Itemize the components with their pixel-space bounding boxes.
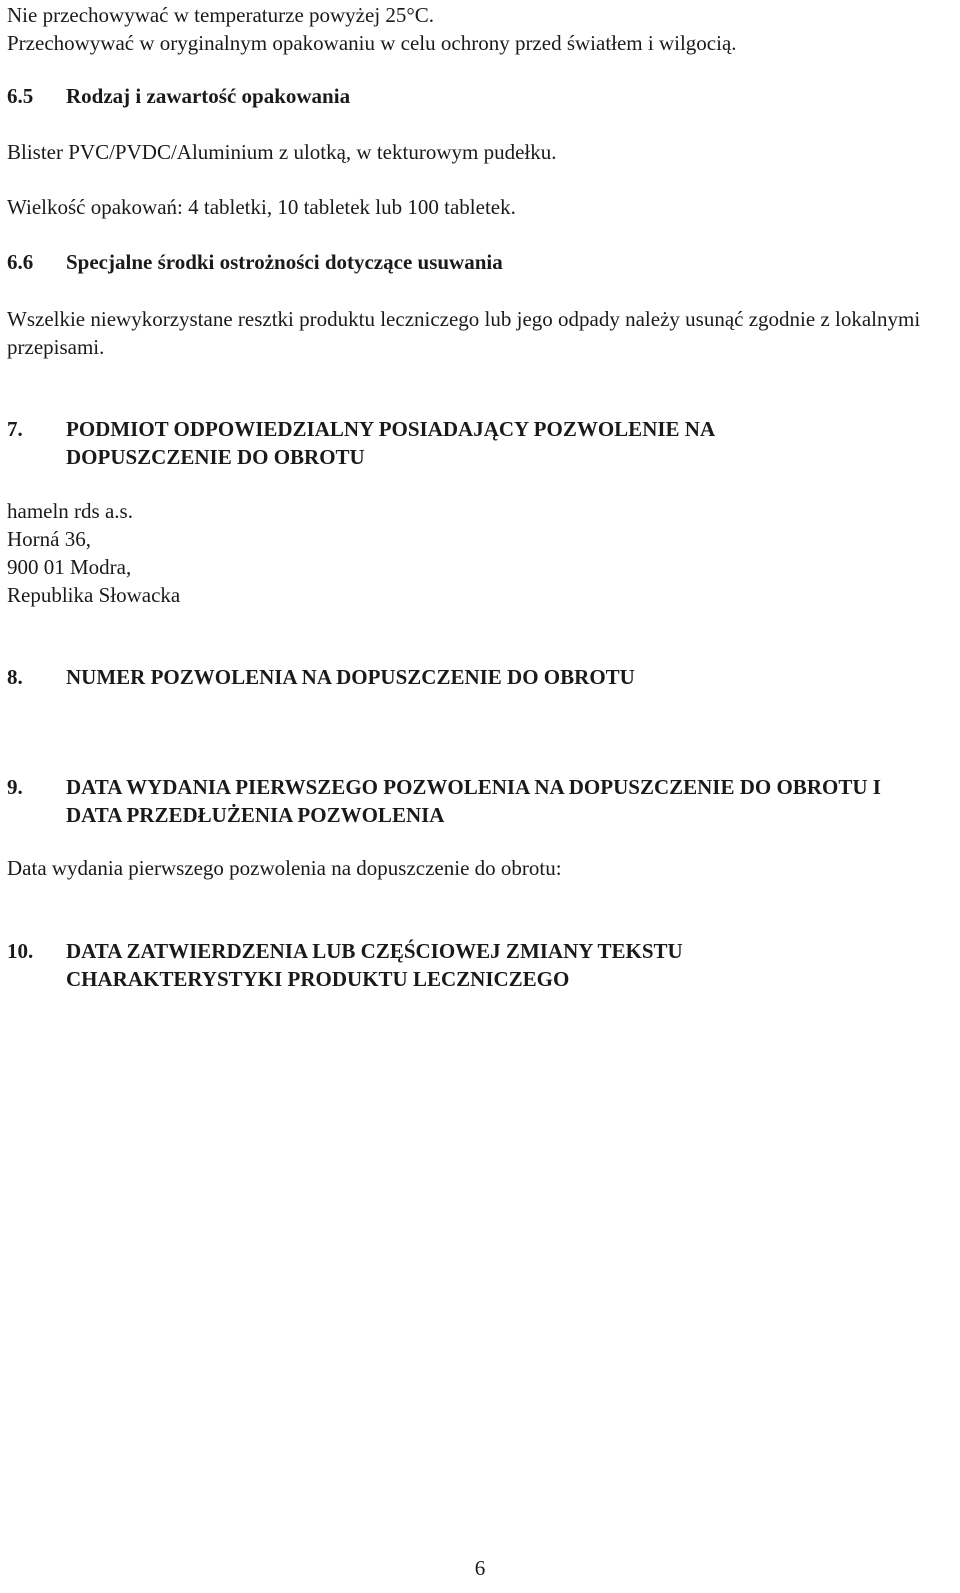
section-8-heading [7,663,952,691]
section-7-heading [7,415,840,471]
section-9-heading [7,773,920,829]
section-7-title: PODMIOT ODPOWIEDZIALNY POSIADAJĄCY POZWOLENIE NA DOPUSZCZENIE DO OBROTU [66,417,714,469]
section-8-title: NUMER POZWOLENIA NA DOPUSZCZENIE DO OBROTU [66,665,635,689]
storage-line-packaging: Przechowywać w oryginalnym opakowaniu w celu ochrony przed światłem i wilgocią. [7,31,737,55]
section-6-6-title: Specjalne środki ostrożności dotyczące usuwania [66,250,503,274]
address-city: 900 01 Modra, [7,555,132,579]
marketing-authorisation-holder-address [7,497,952,609]
section-6-5-heading [7,82,952,110]
page-number: 6 [474,1556,486,1580]
section-6-6-heading [7,248,952,276]
address-company: hameln rds a.s. [7,499,133,523]
section-8-number: 8. [7,665,23,689]
pack-sizes: Wielkość opakowań: 4 tabletki, 10 tabletek lub 100 tabletek. [7,195,516,219]
first-authorisation-date: Data wydania pierwszego pozwolenia na dopuszczenie do obrotu: [7,856,562,880]
storage-conditions [7,1,952,57]
address-country: Republika Słowacka [7,583,181,607]
section-9-number: 9. [7,775,23,799]
section-9-title: DATA WYDANIA PIERWSZEGO POZWOLENIA NA DOPUSZCZENIE DO OBROTU I DATA PRZEDŁUŻENIA POZWOLENIA [66,775,881,827]
storage-line-temperature: Nie przechowywać w temperaturze powyżej 25°C. [7,3,435,27]
section-10-number: 10. [7,939,34,963]
section-6-5-number: 6.5 [7,84,34,108]
section-6-6-number: 6.6 [7,250,34,274]
section-10-heading [7,937,820,993]
section-7-number: 7. [7,417,23,441]
disposal-instructions: Wszelkie niewykorzystane resztki produktu leczniczego lub jego odpady należy usunąć zgodnie z lokalnymi przepisami. [7,307,921,359]
address-street: Horná 36, [7,527,91,551]
packaging-description: Blister PVC/PVDC/Aluminium z ulotką, w tekturowym pudełku. [7,140,557,164]
section-10-title: DATA ZATWIERDZENIA LUB CZĘŚCIOWEJ ZMIANY TEKSTU CHARAKTERYSTYKI PRODUKTU LECZNICZEGO [66,939,683,991]
section-6-5-title: Rodzaj i zawartość opakowania [66,84,351,108]
